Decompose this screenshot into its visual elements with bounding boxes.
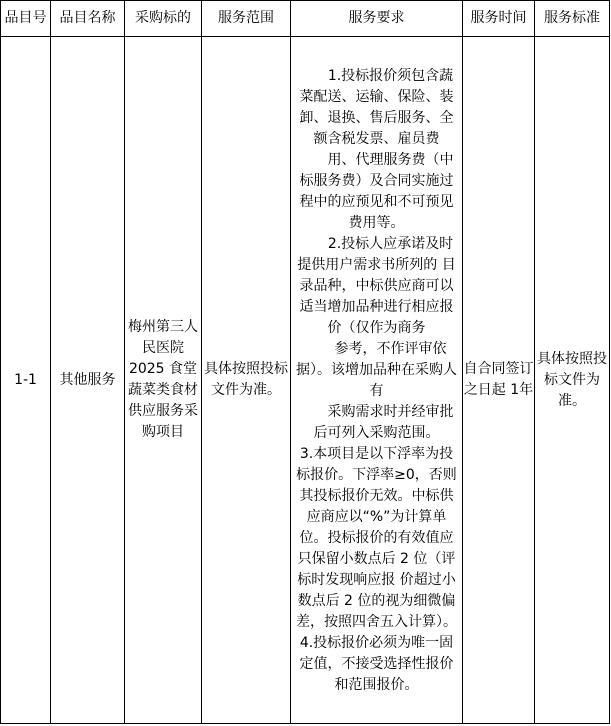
- header-standard: 服务标准: [535, 1, 610, 37]
- header-item-name: 品目名称: [51, 1, 125, 37]
- requirement-paragraph: 采购需求时并经审批后可列入采购范围。: [313, 403, 454, 441]
- header-target: 采购标的: [125, 1, 202, 37]
- cell-requirements: [291, 37, 468, 724]
- cell-item-name: 其他服务: [51, 37, 125, 724]
- header-time: 服务时间: [463, 1, 535, 37]
- cell-scope: 具体按照投标文件为准。: [202, 37, 291, 724]
- table-row: [1, 37, 610, 724]
- requirement-paragraph: 3.本项目是以下浮率为投标报价。下浮率≥0，否则其投标报价无效。中标供应商应以“%”为计算单位。投标报价的有效值应只保留小数点后 2 位（评标时发现响应报 价超过小数点后 2 位的视为细微偏差，按照四舍五入计算）。 4.投标报价必须为唯一固定值，不接受选择性报价和范围报价。: [296, 445, 457, 693]
- requirement-paragraph: 1.投标报价须包含蔬菜配送、运输、保险、装 卸、退换、售后服务、全额含税发票、雇员费: [299, 67, 468, 147]
- header-scope: 服务范围: [202, 1, 291, 37]
- header-row: [1, 1, 610, 37]
- header-item-no: 品目号: [1, 1, 51, 37]
- requirement-paragraph: 2.投标人应承诺及时提供用户需求书所列的 目录品种，中标供应商可以适当增加品种进行相应报价（仅作为商务: [297, 235, 456, 336]
- header-requirements: 服务要求: [291, 1, 463, 37]
- cell-item-no: 1-1: [1, 37, 51, 724]
- cell-target: 梅州第三人民医院 2025 食堂蔬菜类食材供应服务采购项目: [125, 37, 202, 724]
- requirement-paragraph: 用、代理服务费（中标服务费）及合同实施过程中的应预见和不可预见费用等。: [299, 151, 454, 231]
- cell-time: 自合同签订之日起 1年: [463, 37, 535, 724]
- requirements-text: [291, 65, 468, 696]
- requirement-paragraph: 参考，不作评审依据）。该增加品种在采购人有: [296, 340, 457, 399]
- cell-standard: 具体按照投标文件为准。: [535, 37, 610, 724]
